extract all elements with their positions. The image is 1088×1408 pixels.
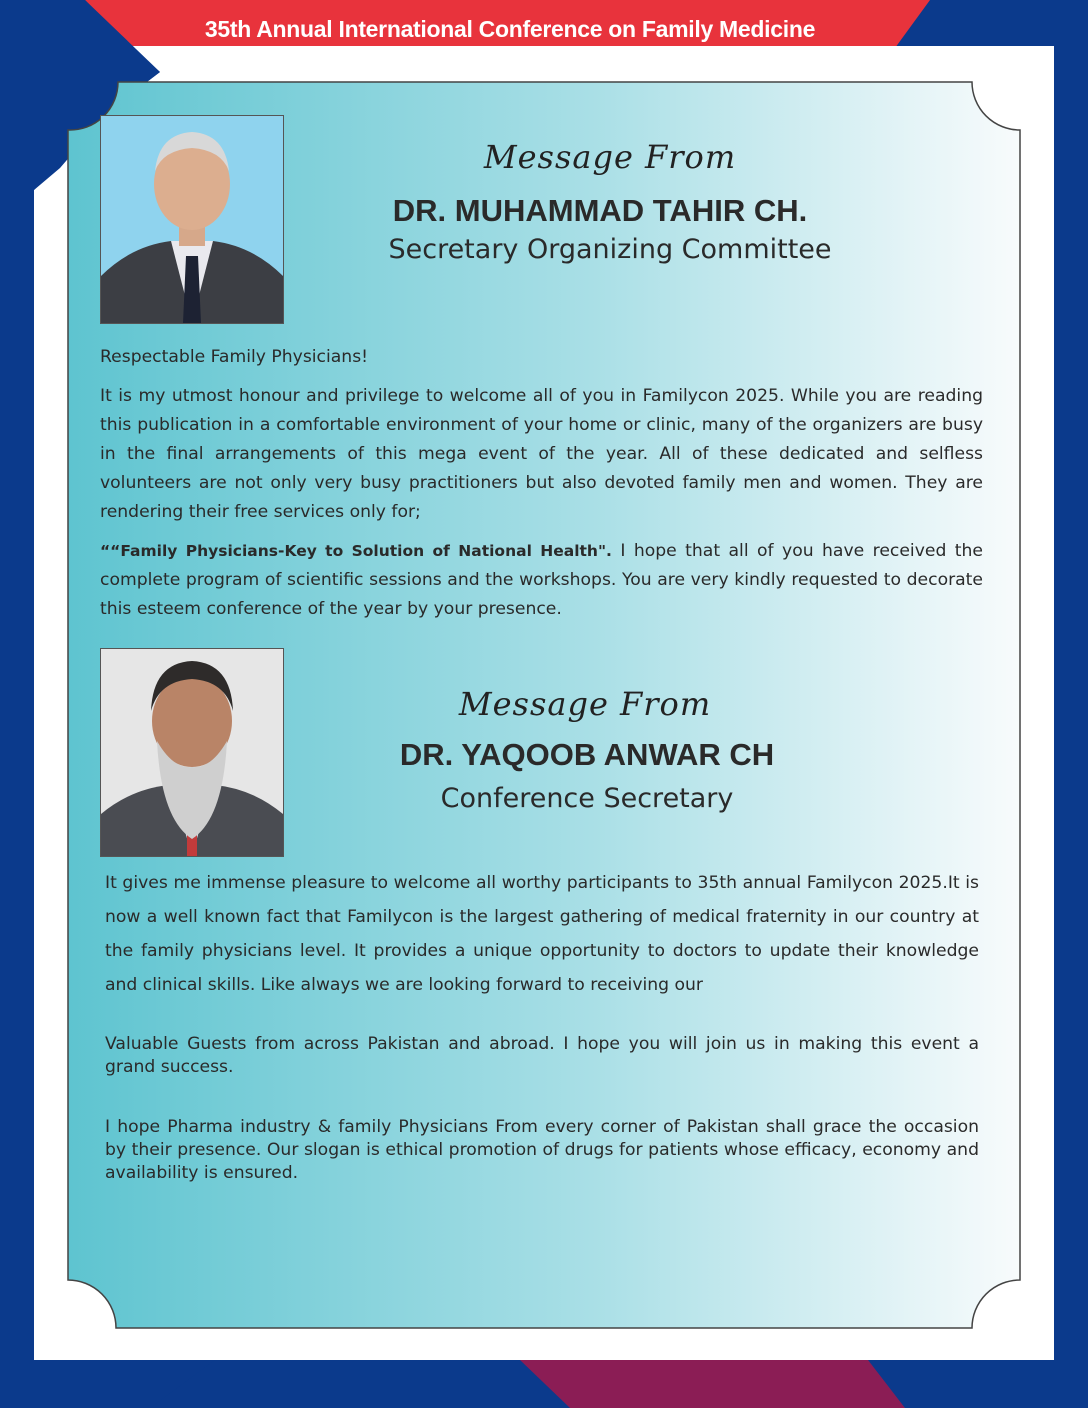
message-1-paragraph-1: It is my utmost honour and privilege to welcome all of you in Familycon 2025. While you are reading this publication in a comfortable environment of your home or clinic, many of the organizers are busy in the final arrangements of this mega event of the year. All of these dedicated and selfless volunteers are not only very busy practitioners but also devoted family men and women. They are rendering their free services only for; bbox=[100, 386, 983, 522]
speaker-role-1: Secretary Organizing Committee bbox=[388, 234, 832, 265]
conference-title: 35th Annual International Conference on Family Medicine FAMILYCON 2025 bbox=[204, 16, 816, 76]
portrait-photo-yaqoob bbox=[100, 648, 284, 857]
message-2-paragraph-2: Valuable Guests from across Pakistan and abroad. I hope you will join us in making this event a grand success. bbox=[105, 1034, 979, 1077]
message-1-paragraph-2-text: I hope that all of you have received the complete program of scientific sessions and the workshops. You are very kindly requested to decorate this esteem conference of the year by your presence. bbox=[100, 541, 983, 619]
message-from-heading-1: Message From bbox=[483, 138, 737, 176]
message-2-paragraph-1: It gives me immense pleasure to welcome all worthy participants to 35th annual Familycon 2025.It is now a well known fact that Familycon is the largest gathering of medical fraternity in our country at the family physicians level. It provides a unique opportunity to doctors to update their knowledge and clinical skills. Like always we are looking forward to receiving our bbox=[105, 873, 979, 995]
message-from-heading-2: Message From bbox=[458, 685, 712, 723]
speaker-name-2: DR. YAQOOB ANWAR CH bbox=[399, 737, 775, 772]
speaker-name-1: DR. MUHAMMAD TAHIR CH. bbox=[392, 193, 808, 228]
slogan: ““Family Physicians-Key to Solution of National Health". bbox=[100, 542, 612, 560]
greeting: Respectable Family Physicians! bbox=[100, 347, 369, 367]
speaker-role-2: Conference Secretary bbox=[440, 783, 734, 814]
message-body-1 bbox=[100, 343, 983, 634]
portrait-photo-tahir bbox=[100, 115, 284, 324]
message-1-paragraph-2 bbox=[100, 537, 983, 624]
message-2-paragraph-3: I hope Pharma industry & family Physicians From every corner of Pakistan shall grace the occasion by their presence. Our slogan is ethical promotion of drugs for patients whose efficacy, economy and availability is ensured. bbox=[105, 1117, 979, 1183]
